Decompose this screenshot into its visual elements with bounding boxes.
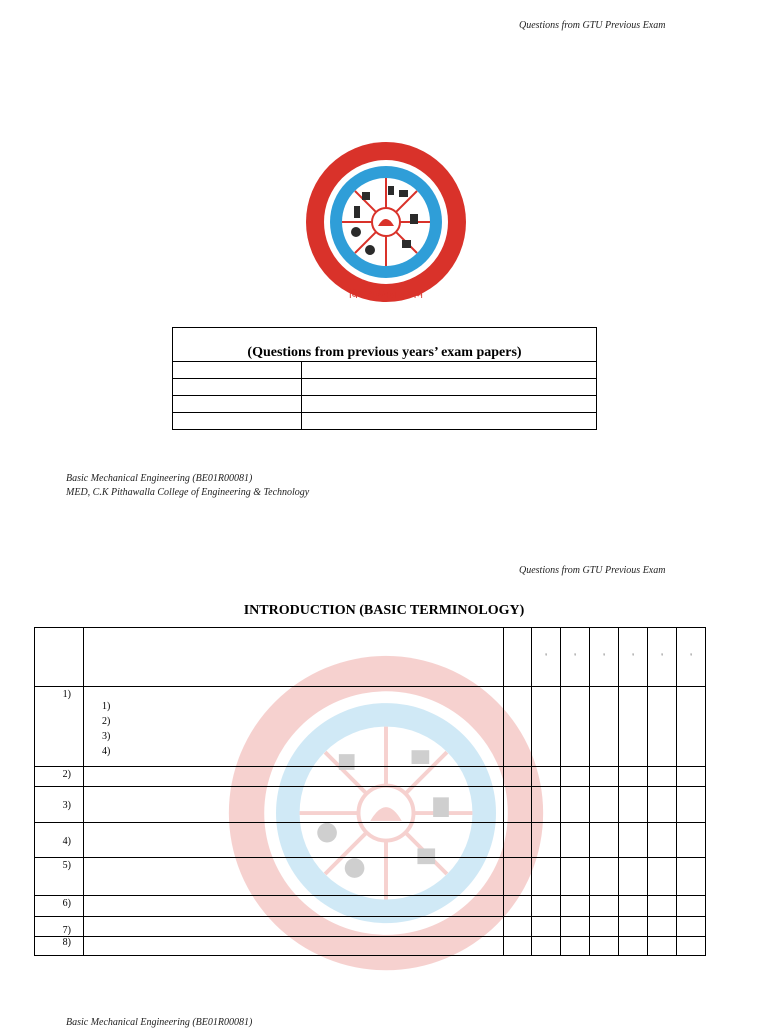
sub-item: 3) <box>102 731 111 742</box>
sub-item: 4) <box>102 746 111 757</box>
tick-mark: ' <box>677 628 706 687</box>
table-row <box>35 896 706 917</box>
page-footer <box>66 472 309 500</box>
footer-department: MED, C.K Pithawalla College of Engineering & Technology <box>66 487 310 498</box>
table-header-row <box>35 628 706 687</box>
sub-item: 2) <box>102 716 111 727</box>
question-number: 2) <box>35 767 84 787</box>
question-number: 1) <box>35 687 84 767</box>
question-number: 8) <box>35 937 84 956</box>
section-title: INTRODUCTION (BASIC TERMINOLOGY) <box>243 603 525 618</box>
tick-mark: ' <box>619 628 648 687</box>
tick-mark: ' <box>561 628 590 687</box>
cover-table-row <box>173 362 597 379</box>
question-number: 7) <box>35 917 84 937</box>
questions-table <box>34 627 706 956</box>
cover-table-row <box>173 413 597 430</box>
question-number: 5) <box>35 858 84 896</box>
college-logo <box>304 140 468 308</box>
table-row <box>35 687 706 767</box>
question-number: 4) <box>35 823 84 858</box>
page-header-2: Questions from GTU Previous Exam <box>519 565 666 576</box>
cover-table-title: (Questions from previous years’ exam papers) <box>173 328 597 362</box>
cover-table <box>172 327 597 430</box>
question-number: 6) <box>35 896 84 917</box>
footer-course: Basic Mechanical Engineering (BE01R00081) <box>66 473 253 484</box>
sub-item: 1) <box>102 701 111 712</box>
table-row <box>35 823 706 858</box>
cover-table-row <box>173 396 597 413</box>
page-footer-2: Basic Mechanical Engineering (BE01R00081) <box>66 1017 253 1028</box>
table-row <box>35 917 706 937</box>
table-row <box>35 767 706 787</box>
tick-mark: ' <box>532 628 561 687</box>
page-header: Questions from GTU Previous Exam <box>519 20 666 31</box>
tick-mark: ' <box>590 628 619 687</box>
logo-motto: विशाधंकेवलं ज्ञानम <box>348 288 424 301</box>
cover-table-row <box>173 379 597 396</box>
table-row <box>35 787 706 823</box>
question-number: 3) <box>35 787 84 823</box>
table-row <box>35 937 706 956</box>
table-row <box>35 858 706 896</box>
tick-mark: ' <box>648 628 677 687</box>
